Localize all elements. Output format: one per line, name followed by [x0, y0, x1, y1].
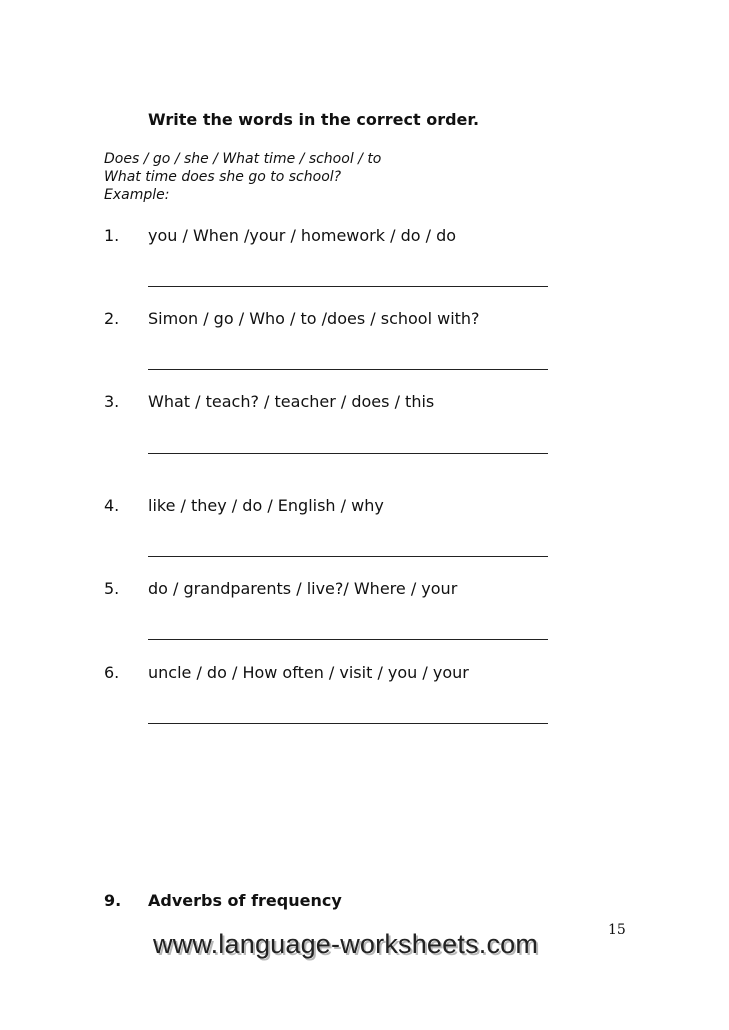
section-number: 9.: [104, 891, 122, 910]
instruction-heading: Write the words in the correct order.: [148, 110, 480, 129]
answer-line[interactable]: [148, 723, 548, 724]
item-prompt: you / When /your / homework / do / do: [148, 226, 457, 245]
footer-website-logo: www.language-worksheets.com: [153, 929, 539, 959]
item-number: 1.: [104, 226, 120, 245]
answer-line[interactable]: [148, 639, 548, 640]
answer-line[interactable]: [148, 369, 548, 370]
item-number: 2.: [104, 309, 120, 328]
item-number: 5.: [104, 579, 120, 598]
answer-line[interactable]: [148, 556, 548, 557]
page-number: 15: [608, 922, 626, 938]
example-answer: What time does she go to school?: [104, 169, 342, 185]
section-title: Adverbs of frequency: [148, 891, 342, 910]
answer-line[interactable]: [148, 286, 548, 287]
item-prompt: like / they / do / English / why: [148, 496, 384, 515]
item-prompt: uncle / do / How often / visit / you / your: [148, 663, 469, 682]
item-prompt: What / teach? / teacher / does / this: [148, 392, 435, 411]
item-prompt: do / grandparents / live?/ Where / your: [148, 579, 458, 598]
example-label: Example:: [104, 187, 170, 203]
example-scrambled: Does / go / she / What time / school / to: [104, 151, 382, 167]
item-number: 4.: [104, 496, 120, 515]
answer-line[interactable]: [148, 453, 548, 454]
item-number: 6.: [104, 663, 120, 682]
item-number: 3.: [104, 392, 120, 411]
item-prompt: Simon / go / Who / to /does / school with?: [148, 309, 480, 328]
